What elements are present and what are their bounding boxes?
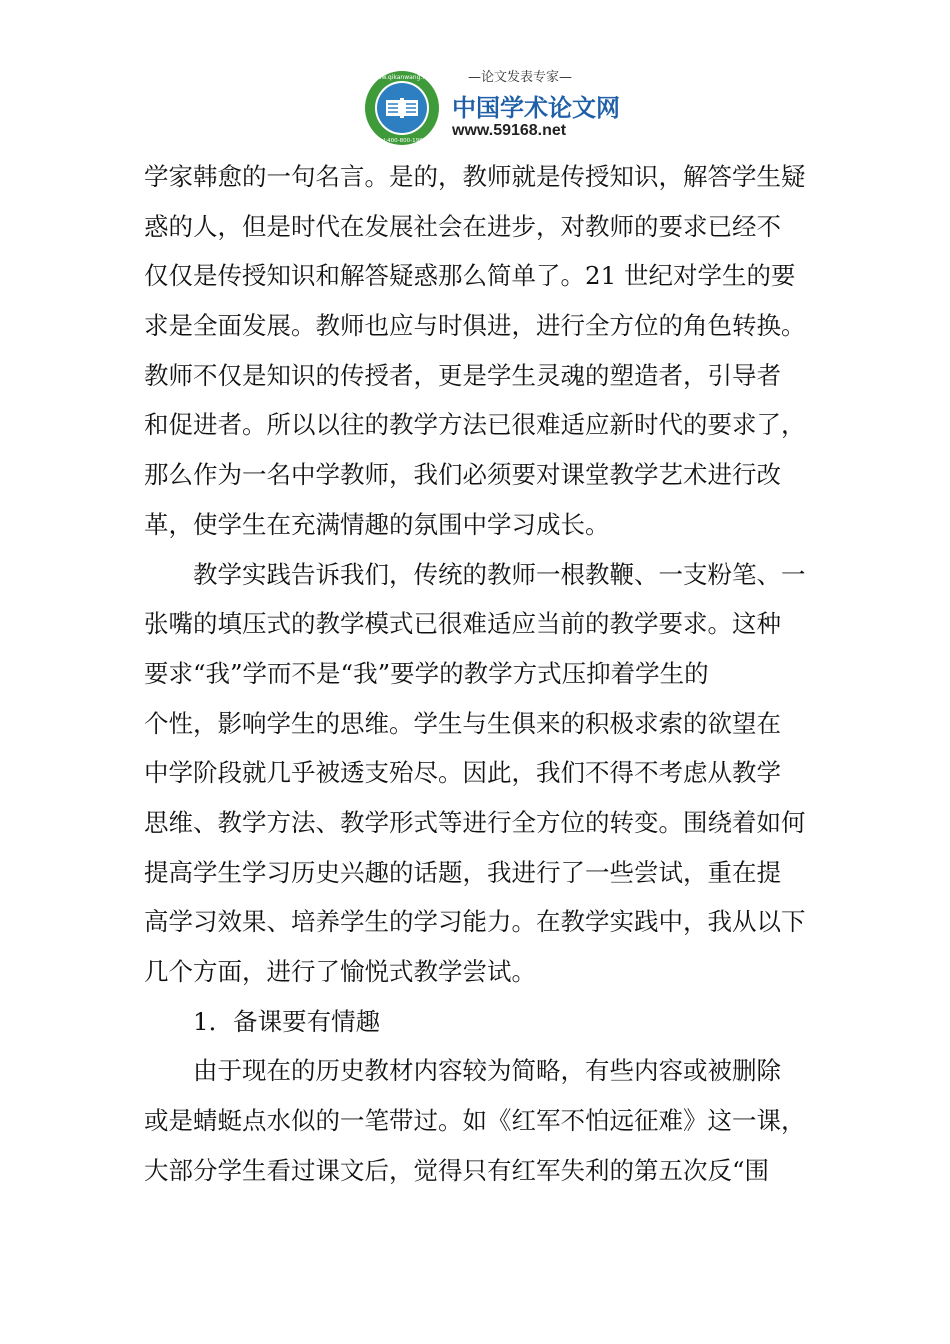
body-text (144, 152, 824, 1195)
text-line: 那么作为一名中学教师，我们必须要对课堂教学艺术进行改 (144, 460, 781, 490)
paragraph-start-line: 教学实践告诉我们，传统的教师一根教鞭、一支粉笔、一 (193, 559, 806, 589)
logo-url: www.59168.net (452, 122, 567, 139)
logo-tagline: —论文发表专家— (467, 70, 572, 85)
seal-icon (364, 70, 440, 146)
section-heading: 1．备课要有情趣 (193, 1006, 381, 1036)
text-line: 提高学生学习历史兴趣的话题，我进行了一些尝试，重在提 (144, 857, 781, 887)
text-line: 或是蜻蜓点水似的一笔带过。如《红军不怕远征难》这一课， (144, 1106, 806, 1136)
text-line: 求是全面发展。教师也应与时俱进，进行全方位的角色转换。 (144, 311, 806, 341)
text-line: 思维、教学方法、教学形式等进行全方位的转变。围绕着如何 (144, 807, 806, 837)
text-line: 大部分学生看过课文后，觉得只有红军失利的第五次反“围 (144, 1155, 770, 1185)
svg-text:www.qikanwang.net: www.qikanwang.net (371, 74, 433, 81)
paragraph-start-line: 由于现在的历史教材内容较为简略，有些内容或被删除 (193, 1056, 781, 1086)
text-line: 中学阶段就几乎被透支殆尽。因此，我们不得不考虑从教学 (144, 758, 781, 788)
site-logo (356, 62, 620, 154)
text-line: 个性，影响学生的思维。学生与生俱来的积极求索的欲望在 (144, 708, 781, 738)
text-line: 仅仅是传授知识和解答疑惑那么简单了。21 世纪对学生的要 (144, 261, 796, 291)
text-line: 几个方面，进行了愉悦式教学尝试。 (144, 957, 536, 986)
svg-text:Tel:400-800-1987: Tel:400-800-1987 (377, 138, 427, 144)
text-line: 教师不仅是知识的传授者，更是学生灵魂的塑造者，引导者 (144, 360, 781, 390)
text-line: 张嘴的填压式的教学模式已很难适应当前的教学要求。这种 (144, 609, 781, 639)
text-line: 惑的人，但是时代在发展社会在进步，对教师的要求已经不 (144, 211, 781, 241)
text-line: 要求“我”学而不是“我”要学的教学方式压抑着学生的 (144, 658, 709, 688)
text-line: 革，使学生在充满情趣的氛围中学习成长。 (144, 509, 610, 539)
text-line: 高学习效果、培养学生的学习能力。在教学实践中，我从以下 (144, 907, 806, 937)
text-line: 和促进者。所以以往的教学方法已很难适应新时代的要求了， (144, 410, 806, 440)
text-line: 学家韩愈的一句名言。是的，教师就是传授知识，解答学生疑 (144, 162, 806, 191)
logo-name: 中国学术论文网 (452, 94, 620, 122)
